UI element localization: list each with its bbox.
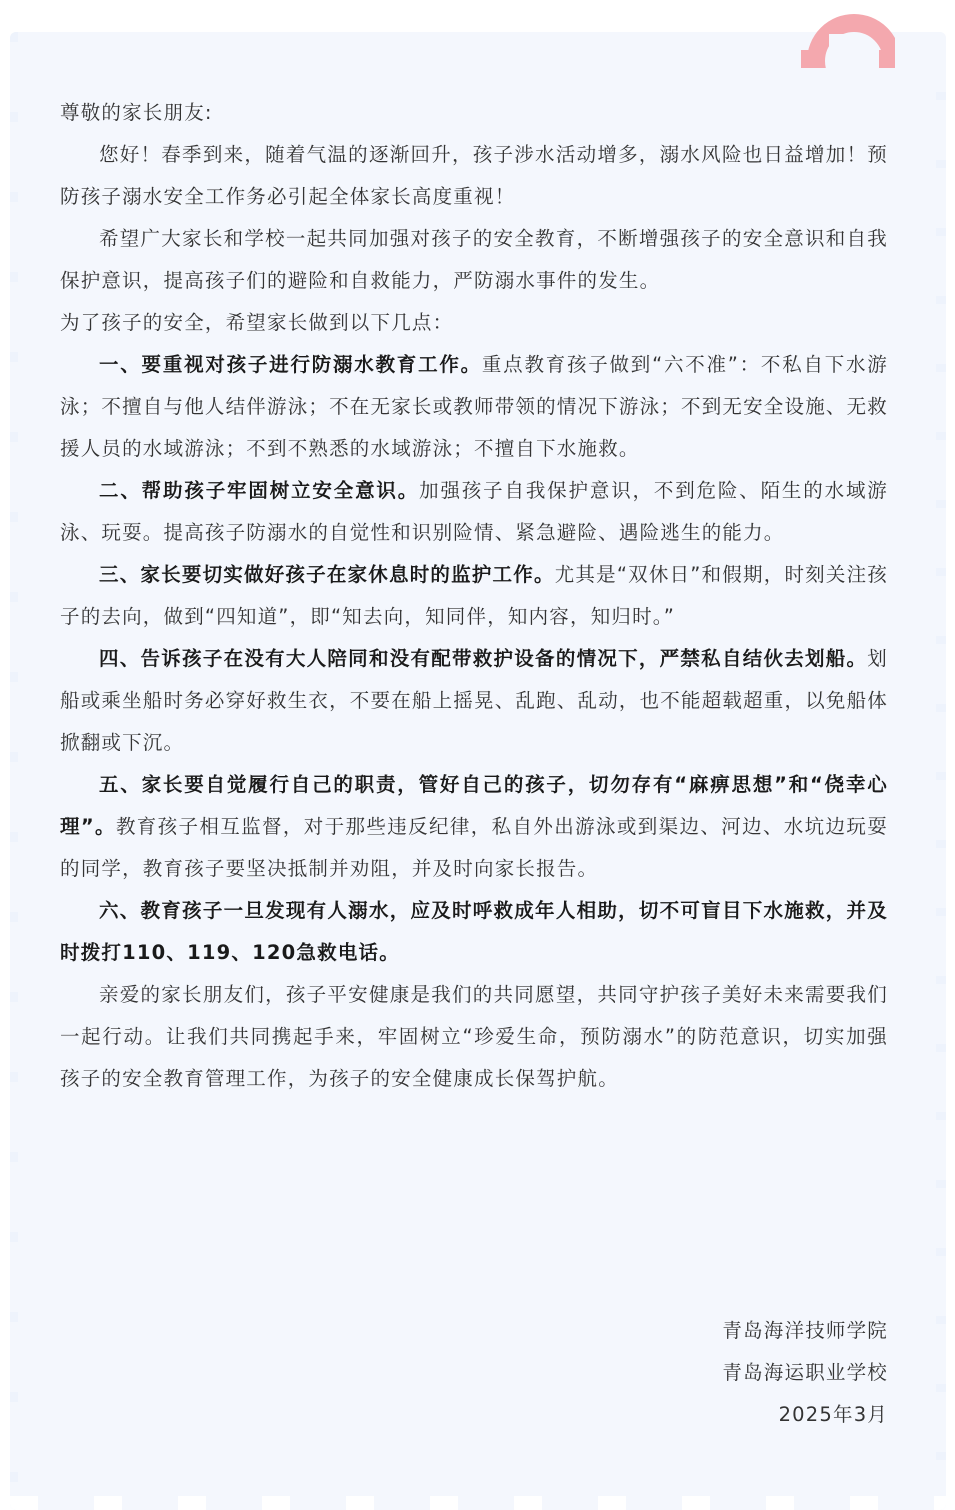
paragraph-lead: 为了孩子的安全，希望家长做到以下几点： xyxy=(60,311,454,334)
point-5 xyxy=(60,764,888,890)
signature-org-1: 青岛海洋技师学院 xyxy=(722,1319,888,1342)
paragraph-intro: 您好！春季到来，随着气温的逐渐回升，孩子涉水活动增多，溺水风险也日益增加！预防孩子溺水安全工作务必引起全体家长高度重视！ xyxy=(60,143,888,208)
point-4 xyxy=(60,638,888,764)
signature-org-2: 青岛海运职业学校 xyxy=(722,1361,888,1384)
point-1 xyxy=(60,344,888,470)
signature-date: 2025年3月 xyxy=(778,1403,888,1426)
signature-block xyxy=(722,1310,888,1436)
decorative-ring-icon xyxy=(801,10,895,68)
paper-edge-right xyxy=(936,32,946,1510)
point-4-body: 划船或乘坐船时务必穿好救生衣，不要在船上摇晃、乱跑、乱动，也不能超载超重，以免船体掀翻或下沉。 xyxy=(60,647,889,754)
point-4-heading: 四、告诉孩子在没有大人陪同和没有配带救护设备的情况下，严禁私自结伙去划船。 xyxy=(99,647,868,670)
point-6 xyxy=(60,890,888,974)
letter-body xyxy=(60,92,888,1100)
point-5-body: 教育孩子相互监督，对于那些违反纪律，私自外出游泳或到渠边、河边、水坑边玩耍的同学，教育孩子要坚决抵制并劝阻，并及时向家长报告。 xyxy=(60,815,888,880)
point-2 xyxy=(60,470,888,554)
paragraph-closing: 亲爱的家长朋友们，孩子平安健康是我们的共同愿望，共同守护孩子美好未来需要我们一起行动。让我们共同携起手来，牢固树立“珍爱生命，预防溺水”的防范意识，切实加强孩子的安全教育管理工作，为孩子的安全健康成长保驾护航。 xyxy=(60,983,888,1090)
point-2-heading: 二、帮助孩子牢固树立安全意识。 xyxy=(99,479,420,502)
point-6-heading: 六、教育孩子一旦发现有人溺水，应及时呼救成年人相助，切不可盲目下水施救，并及时拨打110、119、120急救电话。 xyxy=(60,899,888,964)
point-5-heading: 五、家长要自觉履行自己的职责，管好自己的孩子，切勿存有“麻痹思想”和“侥幸心理”。 xyxy=(60,773,888,838)
point-1-body: 重点教育孩子做到“六不准”：不私自下水游泳；不擅自与他人结伴游泳；不在无家长或教师带领的情况下游泳；不到无安全设施、无救援人员的水域游泳；不到不熟悉的水域游泳；不擅自下水施救。 xyxy=(60,353,889,460)
paragraph-hope: 希望广大家长和学校一起共同加强对孩子的安全教育，不断增强孩子的安全意识和自我保护意识，提高孩子们的避险和自救能力，严防溺水事件的发生。 xyxy=(60,227,888,292)
point-3-heading: 三、家长要切实做好孩子在家休息时的监护工作。 xyxy=(99,563,555,586)
greeting: 尊敬的家长朋友: xyxy=(60,101,213,124)
paper-edge-left xyxy=(10,32,18,1510)
point-3 xyxy=(60,554,888,638)
point-3-body: 尤其是“双休日”和假期，时刻关注孩子的去向，做到“四知道”，即“知去向，知同伴，知内容，知归时。” xyxy=(60,563,888,628)
point-1-heading: 一、要重视对孩子进行防溺水教育工作。 xyxy=(99,353,482,376)
paper-edge-bottom xyxy=(10,1496,946,1510)
point-2-body: 加强孩子自我保护意识，不到危险、陌生的水域游泳、玩耍。提高孩子防溺水的自觉性和识别险情、紧急避险、遇险逃生的能力。 xyxy=(60,479,888,544)
